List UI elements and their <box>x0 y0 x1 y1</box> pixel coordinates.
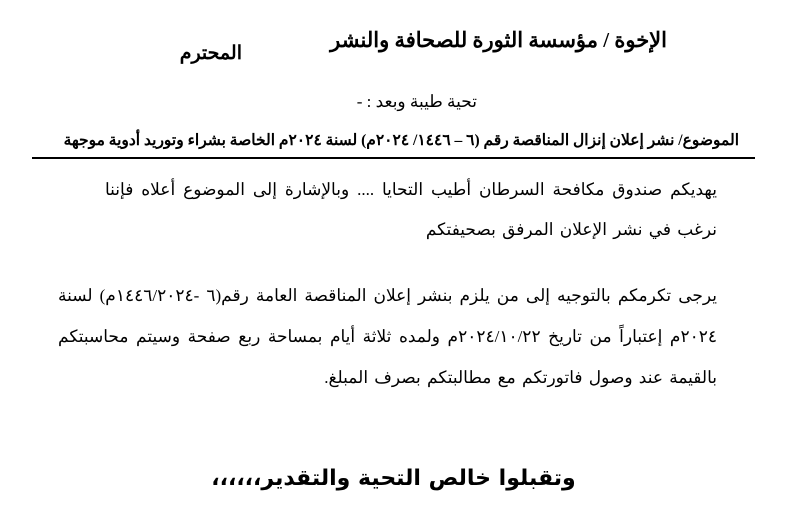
header-row <box>0 28 787 68</box>
addressee-line: الإخوة / مؤسسة الثورة للصحافة والنشر <box>330 28 667 52</box>
closing-line: وتقبلوا خالص التحية والتقدير،،،،،، <box>211 466 576 491</box>
respect-salutation: المحترم <box>179 43 242 64</box>
subject-line: الموضوع/ نشر إعلان إنزال المناقصة رقم (٦ – ١٤٤٦/ ٢٠٢٤م) لسنة ٢٠٢٤م الخاصة بشراء وتوريد أدوية موجهة <box>63 132 739 149</box>
body-paragraph-1: يهديكم صندوق مكافحة السرطان أطيب التحايا .... وبالإشارة إلى الموضوع أعلاه فإننا نرغب في نشر الإعلان المرفق بصحيفتكم <box>105 180 717 239</box>
greeting-line: تحية طيبة وبعد : - <box>356 92 477 111</box>
horizontal-divider <box>32 157 755 159</box>
body-paragraph-2: يرجى تكرمكم بالتوجيه إلى من يلزم بنشر إعلان المناقصة العامة رقم(٦ -١٤٤٦/٢٠٢٤م) لسنة ٢٠٢٤م إعتباراً من تاريخ ٢٠٢٤/١٠/٢٢م ولمده ثلاثة أيام بمساحة ربع صفحة وسيتم محاسبتكم بالقيمة عند وصول فاتورتكم مع مطالبتكم بصرف المبلغ. <box>58 286 717 387</box>
